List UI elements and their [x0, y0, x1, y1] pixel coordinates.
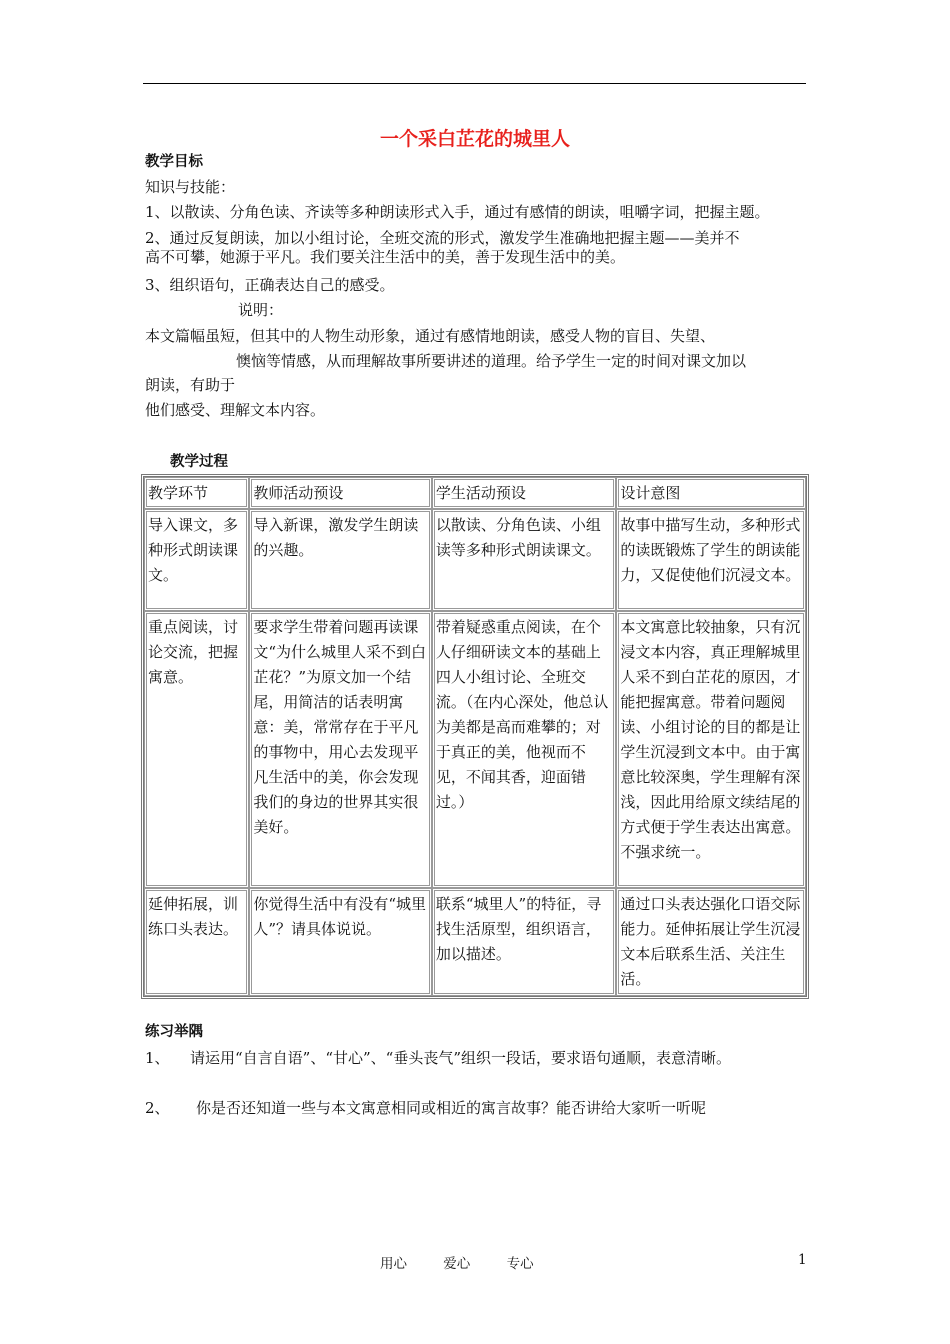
process-table — [141, 474, 809, 999]
objective-1: 1、以散读、分角色读、齐读等多种朗读形式入手，通过有感情的朗读，咀嚼字词，把握主题。 — [145, 203, 770, 221]
table-cell: 联系“城里人”的特征，寻找生活原型，组织语言，加以描述。 — [432, 888, 617, 996]
table-cell: 以散读、分角色读、小组读等多种形式朗读课文。 — [432, 509, 617, 611]
exercise-1-number: 1、 — [145, 1049, 170, 1067]
table-cell: 通过口头表达强化口语交际能力。延伸拓展让学生沉浸文本后联系生活、关注生活。 — [616, 888, 806, 996]
table-cell: 你觉得生活中有没有“城里人”？请具体说说。 — [249, 888, 432, 996]
note-line-4: 他们感受、理解文本内容。 — [145, 401, 326, 419]
table-header-cell: 教师活动预设 — [249, 477, 432, 509]
process-heading: 教学过程 — [170, 454, 228, 470]
table-cell: 本文寓意比较抽象，只有沉浸文本内容，真正理解城里人采不到白芷花的原因，才能把握寓意。带着问题阅读、小组讨论的目的都是让学生沉浸到文本中。由于寓意比较深奥，学生理解有深浅，因此用给原文续结尾的方式便于学生表达出寓意。不强求统一。 — [616, 611, 806, 888]
table-cell: 延伸拓展，训练口头表达。 — [144, 888, 249, 996]
objectives-sub: 知识与技能： — [145, 178, 236, 196]
table-header-row — [144, 477, 806, 509]
table-cell: 带着疑惑重点阅读，在个人仔细研读文本的基础上四人小组讨论、全班交流。（在内心深处，他总认为美都是高而难攀的；对于真正的美，他视而不见，不闻其香，迎面错过。） — [432, 611, 617, 888]
table-header-cell: 学生活动预设 — [432, 477, 617, 509]
page-footer — [380, 1252, 566, 1272]
page-number: 1 — [798, 1252, 807, 1268]
table-cell: 故事中描写生动，多种形式的读既锻炼了学生的朗读能力，又促使他们沉浸文本。 — [616, 509, 806, 611]
objectives-heading: 教学目标 — [145, 154, 203, 170]
table-cell: 导入课文，多种形式朗读课文。 — [144, 509, 249, 611]
table-cell: 重点阅读，讨论交流，把握寓意。 — [144, 611, 249, 888]
exercise-2: 你是否还知道一些与本文寓意相同或相近的寓言故事？能否讲给大家听一听呢 — [196, 1099, 707, 1117]
objective-3: 3、组织语句，正确表达自己的感受。 — [145, 276, 395, 294]
exercise-2-number: 2、 — [145, 1099, 170, 1117]
note-line-1: 本文篇幅虽短，但其中的人物生动形象，通过有感情地朗读，感受人物的盲目、失望、 — [145, 327, 716, 345]
exercises-heading: 练习举隅 — [145, 1024, 203, 1040]
objective-2a: 2、通过反复朗读，加以小组讨论，全班交流的形式，激发学生准确地把握主题——美并不 — [145, 229, 740, 247]
note-label: 说明： — [238, 301, 284, 319]
footer-word: 用心 — [380, 1256, 407, 1272]
objective-2b: 高不可攀，她源于平凡。我们要关注生活中的美，善于发现生活中的美。 — [145, 248, 626, 266]
exercise-1: 请运用“自言自语”、“甘心”、“垂头丧气”组织一段话，要求语句通顺，表意清晰。 — [190, 1049, 732, 1067]
note-line-3: 朗读，有助于 — [145, 376, 236, 394]
table-row — [144, 509, 806, 611]
footer-word: 爱心 — [443, 1256, 471, 1272]
note-line-2: 懊恼等情感，从而理解故事所要讲述的道理。给予学生一定的时间对课文加以 — [236, 352, 747, 370]
table-header-cell: 设计意图 — [616, 477, 806, 509]
header-rule — [143, 83, 806, 84]
table-row — [144, 611, 806, 888]
document-title: 一个采白芷花的城里人 — [379, 128, 570, 150]
table-header-cell: 教学环节 — [144, 477, 249, 509]
table-cell: 导入新课，激发学生朗读的兴趣。 — [249, 509, 432, 611]
footer-word: 专心 — [506, 1256, 534, 1272]
table-row — [144, 888, 806, 996]
table-cell: 要求学生带着问题再读课文“为什么城里人采不到白芷花？”为原文加一个结尾，用简洁的话表明寓意：美，常常存在于平凡的事物中，用心去发现平凡生活中的美，你会发现我们的身边的世界其实很美好。 — [249, 611, 432, 888]
